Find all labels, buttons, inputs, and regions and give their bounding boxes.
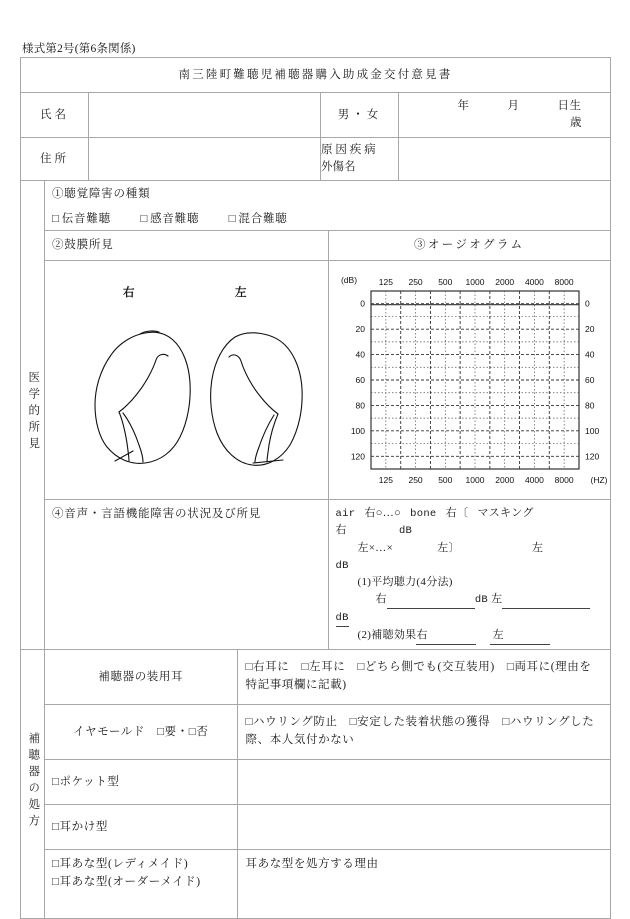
measurement-line-4	[336, 557, 607, 574]
svg-text:100: 100	[350, 425, 365, 436]
avg-right-label: 右	[375, 592, 387, 605]
svg-text:(dB): (dB)	[340, 275, 357, 286]
name-row	[21, 93, 611, 138]
prescription-table	[45, 650, 610, 918]
title-row	[21, 58, 611, 93]
page-title: 南三陸町難聴児補聴器購入助成金交付意見書	[21, 58, 611, 93]
age-label: 歳	[570, 117, 582, 129]
hearing-aid-effect-title: (2)補聴効果	[357, 629, 417, 642]
svg-text:250: 250	[407, 277, 423, 288]
svg-text:0: 0	[359, 298, 365, 309]
svg-text:125: 125	[378, 475, 393, 486]
pocket-type-note[interactable]	[237, 760, 610, 805]
form-number: 様式第2号(第6条関係)	[22, 43, 136, 55]
earmold-options[interactable]: □ハウリング防止 □安定した装着状態の獲得 □ハウリングした際、本人気付かない	[237, 705, 610, 760]
eardrum-drawing-area	[45, 261, 328, 499]
avg-left-label: 左	[491, 592, 503, 605]
svg-text:40: 40	[355, 349, 365, 360]
bone-label: bone	[410, 508, 437, 521]
svg-text:120: 120	[350, 451, 365, 462]
svg-text:500: 500	[437, 475, 452, 486]
prescription-row	[21, 650, 611, 919]
checkbox-sensorineural[interactable]: □ 感音難聴	[140, 212, 200, 225]
svg-text:100: 100	[584, 425, 599, 436]
svg-text:20: 20	[584, 324, 594, 335]
svg-text:120: 120	[584, 451, 599, 462]
audiogram-title: ③オージオグラム	[413, 239, 525, 252]
effect-left-label: 左	[492, 629, 504, 642]
sex-label[interactable]: 男・女	[321, 93, 399, 138]
svg-text:4000: 4000	[524, 277, 544, 288]
prescription-label: 補聴器の処方	[21, 650, 45, 919]
findings-header-row	[45, 231, 610, 261]
svg-text:125: 125	[378, 277, 393, 288]
svg-text:1000: 1000	[465, 475, 484, 486]
table-row	[45, 850, 610, 919]
svg-text:2000: 2000	[494, 277, 514, 288]
hearing-type-cell	[45, 181, 610, 231]
cause-disease-label	[321, 138, 399, 181]
measurement-cell	[328, 500, 610, 650]
medical-findings-label: 医学的所見	[21, 181, 45, 650]
findings-graphics-row	[45, 261, 610, 500]
avg-db-label: dB	[474, 593, 489, 606]
svg-text:8000: 8000	[554, 277, 574, 288]
avg-right-input[interactable]	[387, 591, 475, 609]
svg-text:80: 80	[584, 400, 594, 411]
svg-text:4000: 4000	[524, 475, 544, 486]
hearing-type-title: ①聴覚障害の種類	[52, 188, 151, 200]
medical-findings-row	[21, 181, 611, 650]
svg-text:20: 20	[355, 324, 365, 335]
eardrum-findings-title: ②鼓膜所見	[52, 239, 114, 252]
measurement-block	[329, 500, 611, 649]
bone-left: 左〕	[437, 541, 460, 554]
speech-findings-title-cell	[45, 500, 328, 650]
medical-inner-table	[45, 181, 610, 649]
ite-reason-field[interactable]: 耳あな型を処方する理由	[237, 850, 610, 919]
checkbox-mixed[interactable]: □ 混合難聴	[228, 212, 288, 225]
cause-disease-line1: 原 因 疾 病	[321, 144, 376, 157]
address-label: 住所	[21, 138, 89, 181]
svg-text:60: 60	[355, 375, 365, 386]
birthdate-field[interactable]	[399, 93, 611, 138]
hearing-aid-effect-row	[336, 627, 607, 645]
prescription-body	[45, 650, 611, 919]
address-input[interactable]	[89, 138, 321, 181]
address-row	[21, 138, 611, 181]
audiogram-cell	[328, 261, 610, 500]
average-db-unit-wrap	[336, 609, 607, 627]
checkbox-conductive[interactable]: □ 伝音難聴	[52, 212, 111, 225]
svg-text:0: 0	[584, 298, 590, 309]
svg-text:80: 80	[355, 400, 365, 411]
eardrum-left-label: 左	[235, 287, 247, 300]
average-hearing-title: (1)平均聴力(4分法)	[357, 575, 453, 588]
effect-right-wrap[interactable]	[416, 627, 476, 645]
svg-text:2000: 2000	[494, 475, 514, 486]
masking-left-db: dB	[335, 559, 349, 572]
masking-right-db: dB	[398, 525, 413, 538]
effect-left-wrap[interactable]	[490, 627, 550, 645]
air-right: 右○…○	[364, 507, 401, 520]
wear-ear-label: 補聴器の装用耳	[45, 650, 237, 705]
main-form-table	[20, 57, 611, 919]
medical-findings-body	[45, 181, 611, 650]
table-row	[45, 650, 610, 705]
cause-disease-input[interactable]	[399, 138, 611, 181]
eardrum-right-label: 右	[123, 287, 135, 300]
eardrum-drawing-cell	[45, 261, 328, 500]
air-label: air	[335, 508, 356, 521]
table-row	[45, 760, 610, 805]
audiogram-area	[329, 261, 611, 499]
measurement-line-3	[336, 540, 607, 557]
effect-right-label: 右	[416, 629, 428, 642]
avg-db-unit: dB	[336, 610, 349, 627]
bte-type-note[interactable]	[237, 805, 610, 850]
masking-label: マスキング	[477, 507, 534, 520]
svg-text:250: 250	[407, 475, 423, 486]
svg-text:1000: 1000	[465, 277, 484, 288]
average-hearing-fields	[336, 591, 607, 609]
table-row	[45, 805, 610, 850]
bte-type-checkbox[interactable]: □耳かけ型	[45, 805, 237, 850]
audiogram-title-cell	[328, 231, 610, 261]
cause-disease-line2: 外傷名	[321, 161, 356, 173]
eardrum-findings-title-cell	[45, 231, 328, 261]
measurement-line-2	[336, 522, 607, 539]
speech-findings-title: ④音声・言語機能障害の状況及び所見	[52, 508, 262, 521]
name-label: 氏名	[21, 93, 89, 138]
masking-right-label: 右	[335, 524, 347, 537]
svg-text:(HZ): (HZ)	[590, 475, 607, 486]
hearing-type-options	[45, 206, 610, 231]
birth-month-label: 月	[507, 100, 520, 113]
table-row	[45, 705, 610, 760]
svg-text:40: 40	[584, 349, 594, 360]
hearing-type-row	[45, 181, 610, 231]
bone-right: 右〔	[445, 507, 469, 520]
avg-left-input[interactable]	[502, 591, 590, 609]
masking-left-label: 左	[531, 541, 544, 554]
audiogram-svg	[329, 261, 611, 499]
air-left: 左×…×	[357, 541, 394, 554]
svg-text:500: 500	[437, 277, 452, 288]
name-input[interactable]	[89, 93, 321, 138]
ite-type-checkboxes[interactable]	[45, 850, 237, 919]
birth-year-label: 年	[457, 100, 470, 113]
ite-type-lines: □耳あな型(レディメイド) □耳あな型(オーダーメイド)	[52, 858, 201, 888]
speech-findings-row	[45, 500, 610, 650]
svg-text:8000: 8000	[554, 475, 574, 486]
pocket-type-checkbox[interactable]: □ポケット型	[45, 760, 237, 805]
wear-ear-options[interactable]: □右耳に □左耳に □どちら側でも(交互装用) □両耳に(理由を特記事項欄に記載)	[237, 650, 610, 705]
earmold-label[interactable]: イヤモールド □要・□否	[45, 705, 237, 760]
measurement-line-1	[336, 505, 607, 522]
svg-text:60: 60	[584, 375, 594, 386]
birth-day-label: 日生	[557, 100, 582, 113]
